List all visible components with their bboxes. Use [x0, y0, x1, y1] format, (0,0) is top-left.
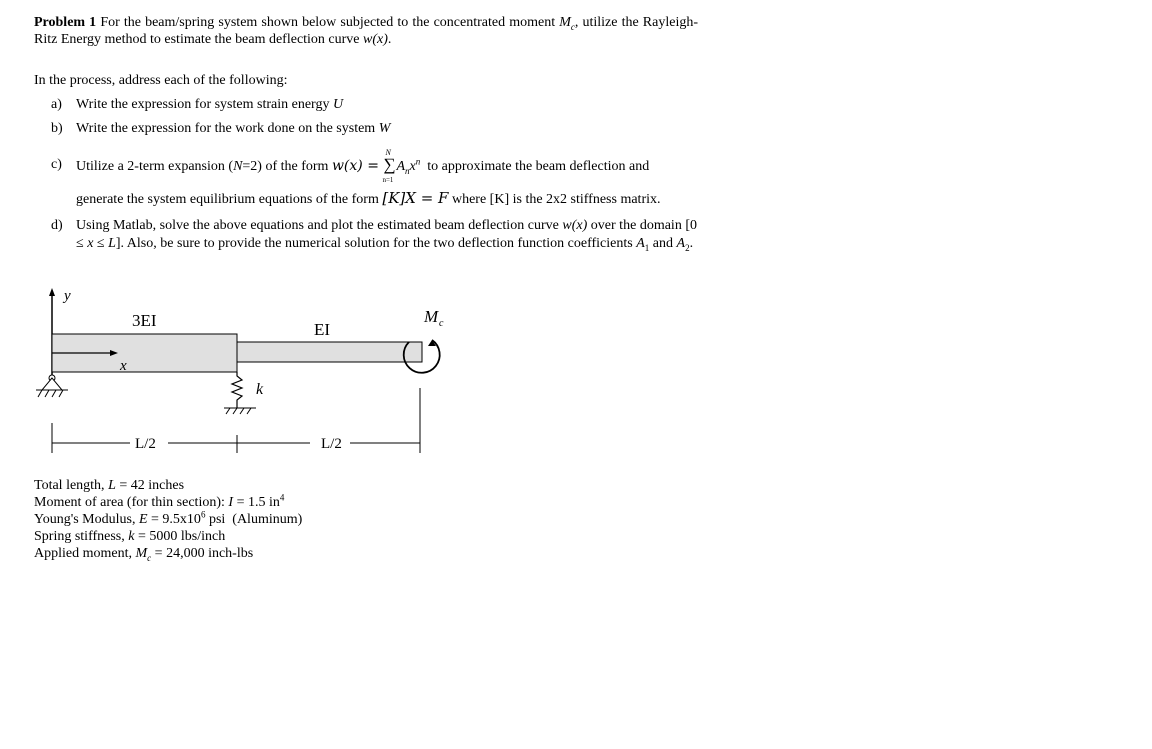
item-d-a2-sub: 2 — [685, 242, 690, 253]
dim-right-label: L/2 — [321, 436, 342, 452]
problem-label: Problem 1 — [34, 15, 97, 30]
spring-label: k — [256, 381, 264, 398]
formula-sup: n — [415, 156, 421, 167]
mc-sub: c — [570, 21, 575, 32]
item-d-a1-sub: 1 — [644, 242, 650, 253]
problem-text-end: . — [387, 32, 392, 47]
spec-moment-of-area: Moment of area (for thin section): I = 1.5 $in^4$ — [34, 492, 285, 510]
item-c-n: N — [233, 159, 243, 174]
spec-length: Total length, L = 42 inches — [34, 478, 185, 493]
sum-operator — [382, 148, 396, 184]
dim-left-label: L/2 — [135, 436, 156, 452]
item-d-line3: coefficients — [567, 235, 633, 251]
problem-wx: w(x) — [363, 32, 388, 47]
item-b-symbol: W — [378, 121, 391, 136]
item-d-a2: A — [676, 235, 686, 251]
formula-sub: n — [405, 165, 410, 176]
item-d-label: d) — [51, 218, 63, 233]
problem-statement — [34, 14, 698, 48]
item-c-line2a: generate the system equilibrium equations of the form — [76, 192, 379, 207]
moment-label: M — [424, 307, 439, 326]
sigma-icon: ∑ — [383, 155, 396, 174]
item-d-end: . — [689, 235, 694, 251]
item-d-domain-a: domain [0 ≤ — [76, 218, 698, 251]
item-b-label: b) — [51, 121, 63, 136]
problem-text-b: , utilize the Rayleigh-Ritz Energy method to estimate the beam deflection curve — [34, 15, 699, 47]
spec-applied-moment: Applied moment, $M_c = 24,000$ inch-lbs — [34, 546, 254, 563]
item-c-line2b: where [K] is the 2x2 stiffness matrix. — [451, 192, 661, 207]
problem-text-a: For the beam/spring system shown below subjected to the concentrated moment — [100, 15, 556, 30]
item-d-a1: A — [636, 235, 645, 251]
item-d-line1: Using Matlab, solve the above equations and plot the estimated beam deflection curve — [76, 218, 559, 233]
sum-bottom: n=1 — [382, 176, 394, 184]
label-3ei: 3EI — [132, 311, 157, 330]
beam-diagram — [0, 280, 480, 460]
item-a-text: Write the expression for system strain energy — [76, 97, 330, 112]
sum-top: N — [385, 148, 391, 157]
item-a-symbol: U — [332, 97, 344, 112]
label-ei: EI — [314, 320, 331, 339]
x-axis-label: x — [120, 358, 127, 374]
item-c-text2: to approximate the beam deflection and — [427, 159, 650, 174]
specs-block — [34, 477, 302, 562]
item-a-label: a) — [51, 97, 62, 112]
formula-lhs: w(x) = — [331, 158, 379, 174]
formula-term: A — [396, 159, 405, 174]
spec-youngs-modulus: Young's Modulus, $E = 9.5x10^6$ psi (Aluminum) — [34, 509, 303, 527]
spec-spring-stiffness: Spring stiffness, k = 5000 lbs/inch — [34, 529, 226, 544]
item-d-w: w(x) — [562, 218, 588, 233]
kxf-formula: [K]X = F — [382, 189, 449, 207]
pin-support-icon — [36, 375, 68, 397]
beam-ei — [237, 342, 422, 362]
item-d-line1-end: over the — [590, 218, 637, 233]
item-c-label: c) — [51, 157, 62, 172]
item-b-text: Write the expression for the work done on the system — [76, 121, 376, 136]
moment-label-sub: c — [439, 318, 444, 329]
item-c-text1: Utilize a 2-term expansion ( — [76, 159, 234, 174]
item-d-domain-x: x — [87, 235, 94, 251]
item-d-domain-l: L — [108, 235, 116, 251]
y-axis-arrow-icon — [49, 288, 55, 296]
item-d-domain-b: ≤ — [96, 235, 105, 251]
mc-symbol: M — [559, 15, 571, 30]
item-c-text1b: =2) of the form — [242, 159, 329, 174]
formula-x: x — [409, 159, 416, 174]
item-d-and: and — [652, 235, 673, 251]
spring-icon — [224, 372, 256, 414]
item-d-domain-c: ]. Also, be sure to provide the numerical solution for the two deflection function — [115, 235, 565, 251]
y-axis-label: y — [64, 288, 71, 304]
intro-text: In the process, address each of the following: — [34, 73, 288, 88]
